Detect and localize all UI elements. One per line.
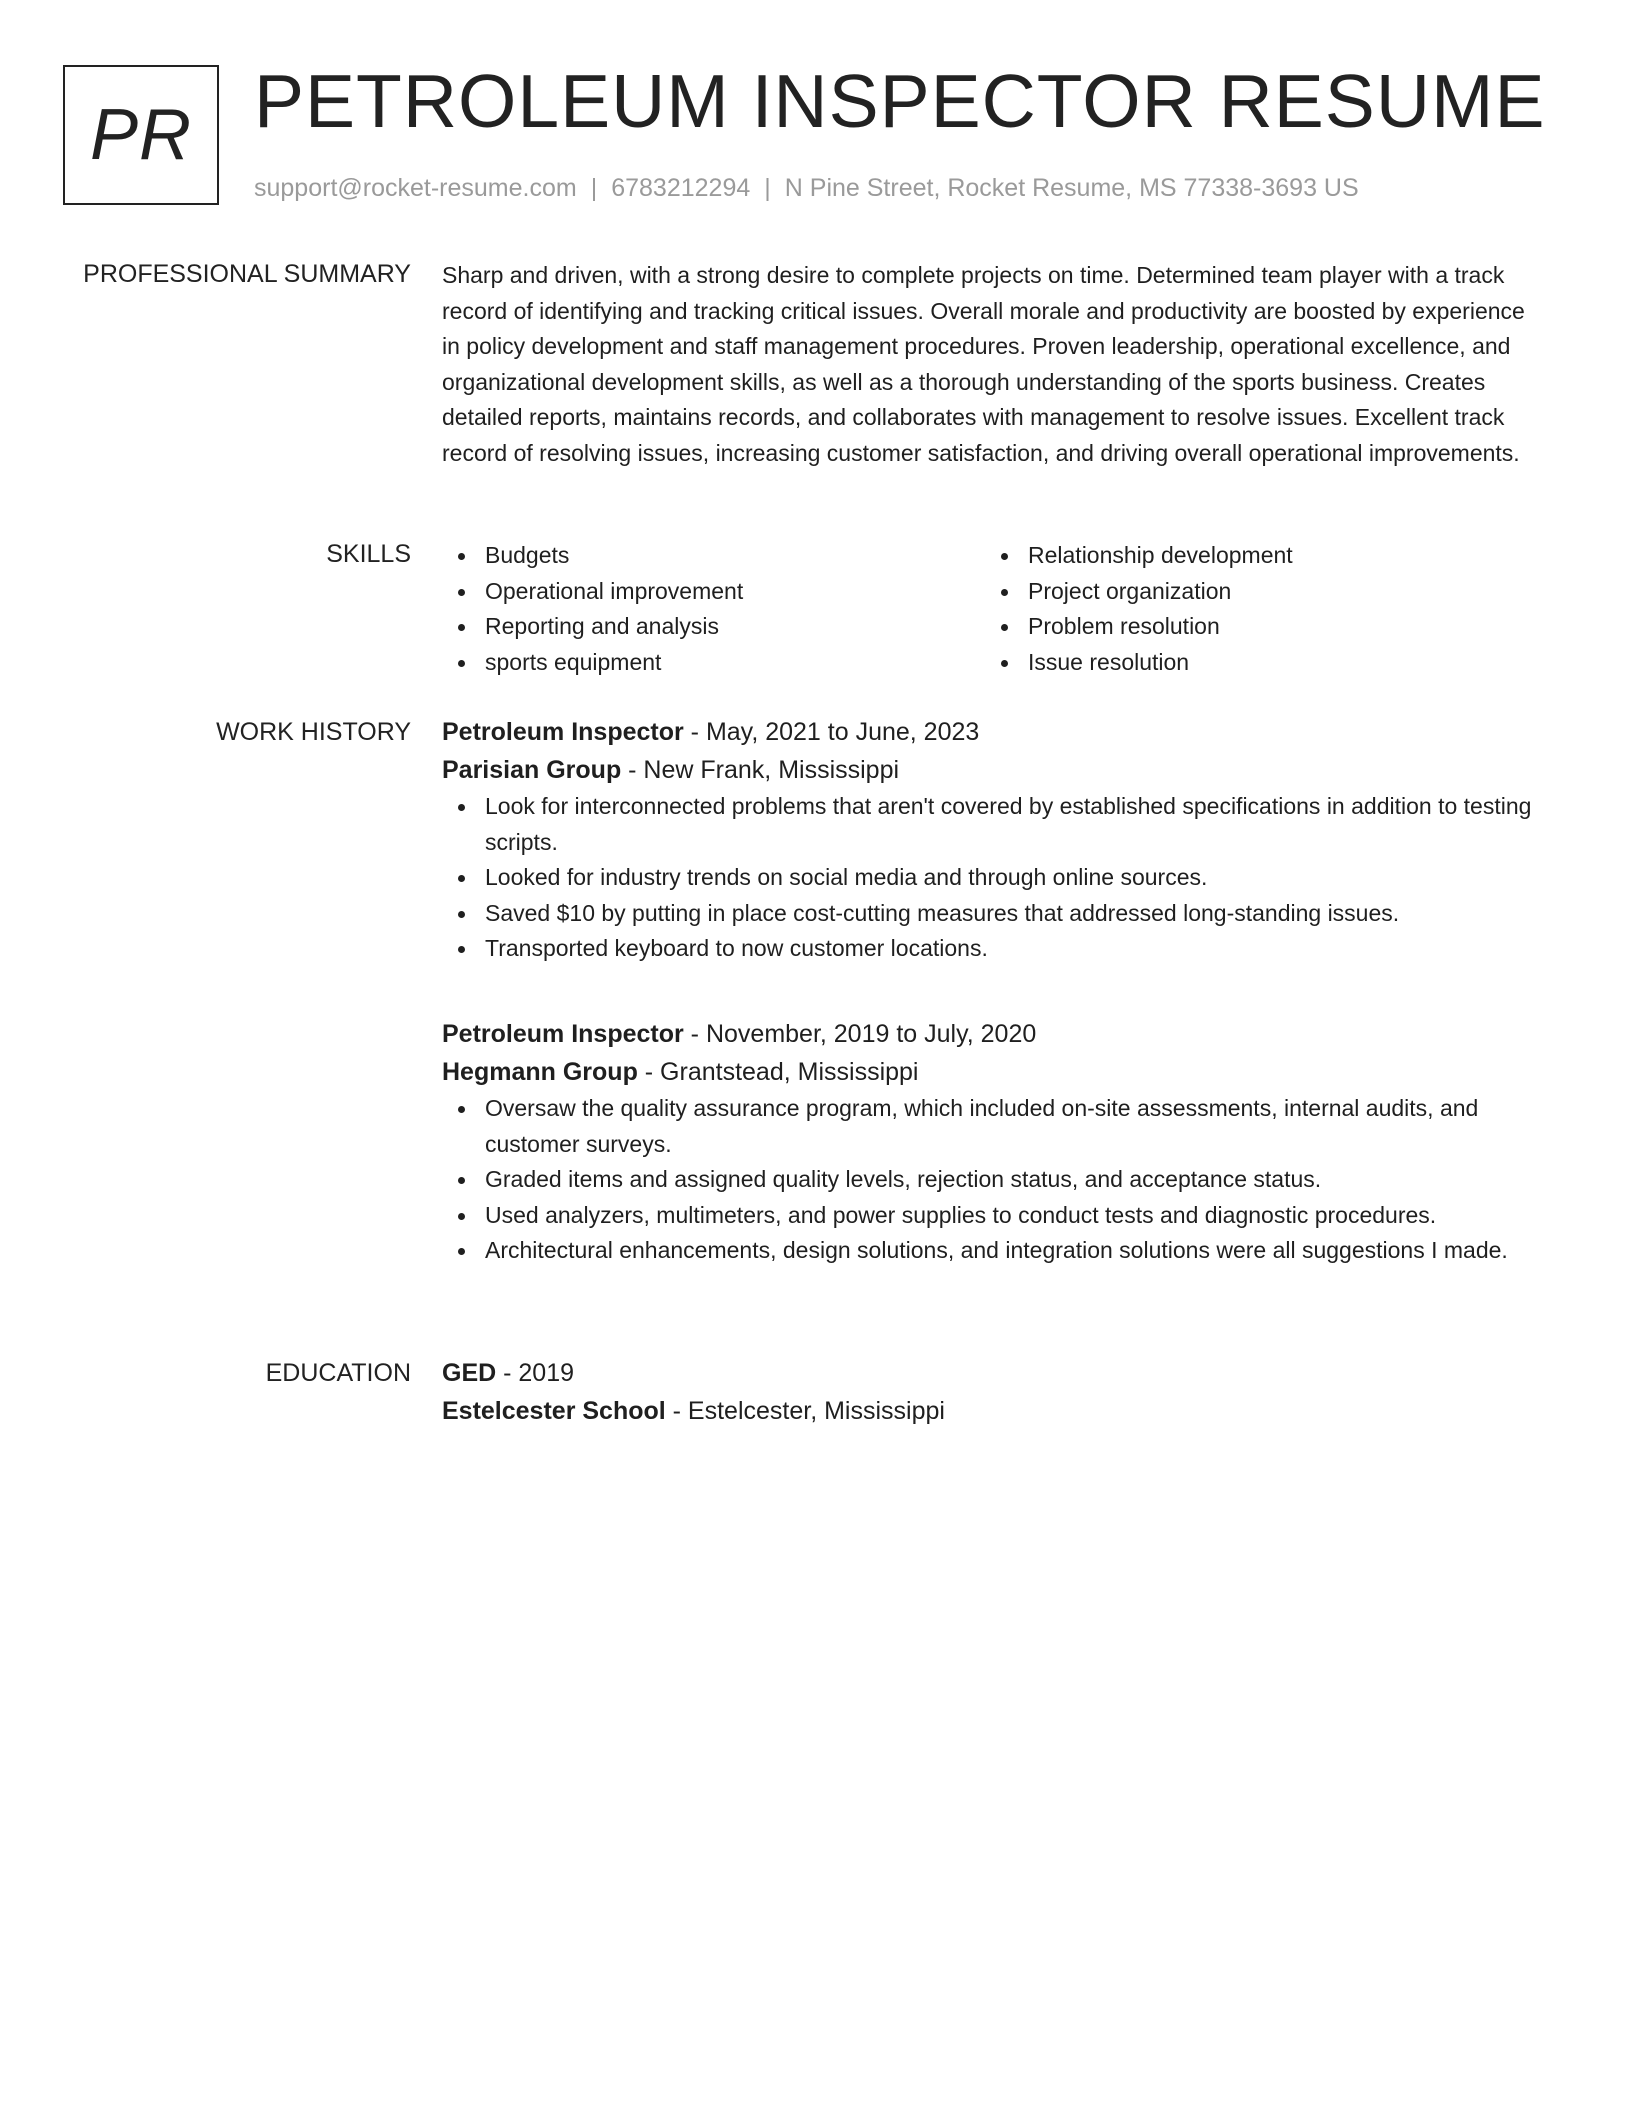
skills-list-right — [985, 538, 1528, 680]
job-bullet: Graded items and assigned quality levels, rejection status, and acceptance status. — [442, 1162, 1547, 1198]
contact-line — [254, 172, 1359, 204]
contact-phone: 6783212294 — [611, 174, 751, 202]
job-entry — [442, 1015, 1547, 1269]
monogram-badge — [63, 65, 219, 205]
education-degree-line — [442, 1354, 1547, 1392]
job-title-line — [442, 713, 1547, 751]
education-degree: GED — [442, 1359, 497, 1387]
job-company-line — [442, 1053, 1547, 1091]
job-bullet: Oversaw the quality assurance program, which included on-site assessments, internal audits, and customer surveys. — [442, 1091, 1547, 1162]
job-company: Hegmann Group — [442, 1058, 638, 1086]
skills-list-left — [442, 538, 985, 680]
contact-separator: | — [590, 174, 598, 202]
job-bullet: Looked for industry trends on social media and through online sources. — [442, 860, 1547, 896]
education-school-line — [442, 1392, 1547, 1430]
job-bullet: Transported keyboard to now customer locations. — [442, 931, 1547, 967]
summary-text: Sharp and driven, with a strong desire to complete projects on time. Determined team player with a track record of identifying and tracking critical issues. Overall morale and productivity are boosted by experience in policy development and staff management procedures. Proven leadership, operational excellence, and organizational development skills, as well as a thorough understanding of the sports business. Creates detailed reports, maintains records, and collaborates with management to resolve issues. Excellent track record of resolving issues, increasing customer satisfaction, and driving overall operational improvements. — [442, 262, 1525, 466]
job-bullet: Used analyzers, multimeters, and power supplies to conduct tests and diagnostic procedures. — [442, 1198, 1547, 1234]
contact-separator: | — [764, 174, 771, 202]
skill-item: Relationship development — [985, 538, 1528, 574]
summary-label: PROFESSIONAL SUMMARY — [83, 260, 411, 288]
education-school: Estelcester School — [442, 1397, 666, 1425]
skill-item: Project organization — [985, 574, 1528, 610]
job-bullet: Saved $10 by putting in place cost-cutting measures that addressed long-standing issues. — [442, 896, 1547, 932]
job-bullet: Architectural enhancements, design solutions, and integration solutions were all suggestions I made. — [442, 1233, 1547, 1269]
skills-label: SKILLS — [326, 540, 411, 568]
skill-item: Budgets — [442, 538, 985, 574]
monogram-initials: PR — [89, 95, 193, 175]
job-bullet: Look for interconnected problems that aren't covered by established specifications in addition to testing scripts. — [442, 789, 1547, 860]
job-bullet-list — [442, 789, 1547, 967]
resume-title: PETROLEUM INSPECTOR RESUME — [254, 59, 1546, 143]
skill-item: Reporting and analysis — [442, 609, 985, 645]
education-year: - 2019 — [496, 1359, 575, 1387]
work-history-label: WORK HISTORY — [216, 718, 411, 746]
contact-email: support@rocket-resume.com — [254, 174, 577, 202]
skill-item: sports equipment — [442, 645, 985, 681]
job-title-line — [442, 1015, 1547, 1053]
job-dates: - May, 2021 to June, 2023 — [683, 718, 980, 746]
job-title: Petroleum Inspector — [442, 718, 684, 746]
education-label: EDUCATION — [265, 1359, 411, 1387]
skill-item: Problem resolution — [985, 609, 1528, 645]
job-title: Petroleum Inspector — [442, 1020, 684, 1048]
job-location: - Grantstead, Mississippi — [637, 1058, 919, 1086]
job-bullet-list — [442, 1091, 1547, 1269]
job-dates: - November, 2019 to July, 2020 — [683, 1020, 1037, 1048]
skill-item: Operational improvement — [442, 574, 985, 610]
job-entry — [442, 713, 1547, 967]
job-company-line — [442, 751, 1547, 789]
skill-item: Issue resolution — [985, 645, 1528, 681]
contact-address: N Pine Street, Rocket Resume, MS 77338-3693 US — [784, 174, 1359, 202]
job-location: - New Frank, Mississippi — [621, 756, 900, 784]
education-location: - Estelcester, Mississippi — [665, 1397, 945, 1425]
job-company: Parisian Group — [442, 756, 622, 784]
